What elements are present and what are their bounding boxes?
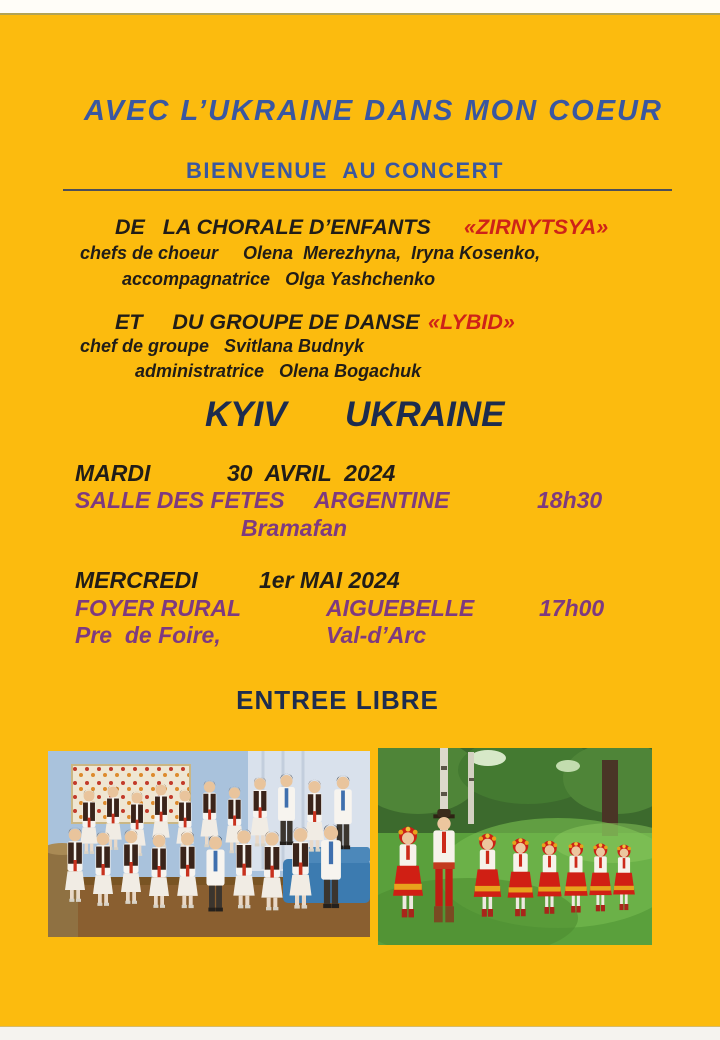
event1-address: Bramafan: [241, 515, 348, 541]
dance-photo: [378, 748, 652, 945]
origin-city: KYIV: [205, 395, 287, 434]
event2-address: Pre de Foire,: [75, 622, 221, 648]
event2-address2: Val-d’Arc: [326, 622, 427, 648]
danse-name: «LYBID»: [428, 310, 515, 334]
admission-text: ENTREE LIBRE: [236, 685, 439, 715]
event1-venue: SALLE DES FETES: [75, 487, 285, 513]
event2-city: AIGUEBELLE: [326, 595, 475, 621]
event2-day: MERCREDI: [75, 567, 198, 593]
origin-country: UKRAINE: [345, 395, 505, 434]
danse-staff-line1: chef de groupe Svitlana Budnyk: [80, 336, 365, 356]
event2-venue: FOYER RURAL: [75, 595, 242, 621]
event1-time: 18h30: [537, 487, 603, 513]
event1-date: 30 AVRIL 2024: [227, 460, 396, 486]
chorale-staff-line2: accompagnatrice Olga Yashchenko: [122, 269, 436, 289]
poster-title: AVEC L’UKRAINE DANS MON COEUR: [84, 95, 663, 127]
event1-city: ARGENTINE: [314, 487, 450, 513]
poster-subtitle: BIENVENUE AU CONCERT: [186, 158, 504, 183]
event2-date: 1er MAI 2024: [259, 567, 400, 593]
chorale-name: «ZIRNYTSYA»: [464, 215, 609, 239]
chorale-staff-line1: chefs de choeur Olena Merezhyna, Iryna Kosenko,: [80, 243, 541, 263]
choir-photo: [48, 751, 370, 937]
danse-heading: ET DU GROUPE DE DANSE: [115, 310, 420, 334]
bottom-margin-strip: [0, 1026, 720, 1040]
danse-staff-line2: administratrice Olena Bogachuk: [135, 361, 422, 381]
divider-line: [63, 189, 672, 191]
chorale-heading: DE LA CHORALE D’ENFANTS: [115, 215, 431, 239]
event1-day: MARDI: [75, 460, 151, 486]
event2-time: 17h00: [539, 595, 605, 621]
top-margin-strip: [0, 0, 720, 15]
